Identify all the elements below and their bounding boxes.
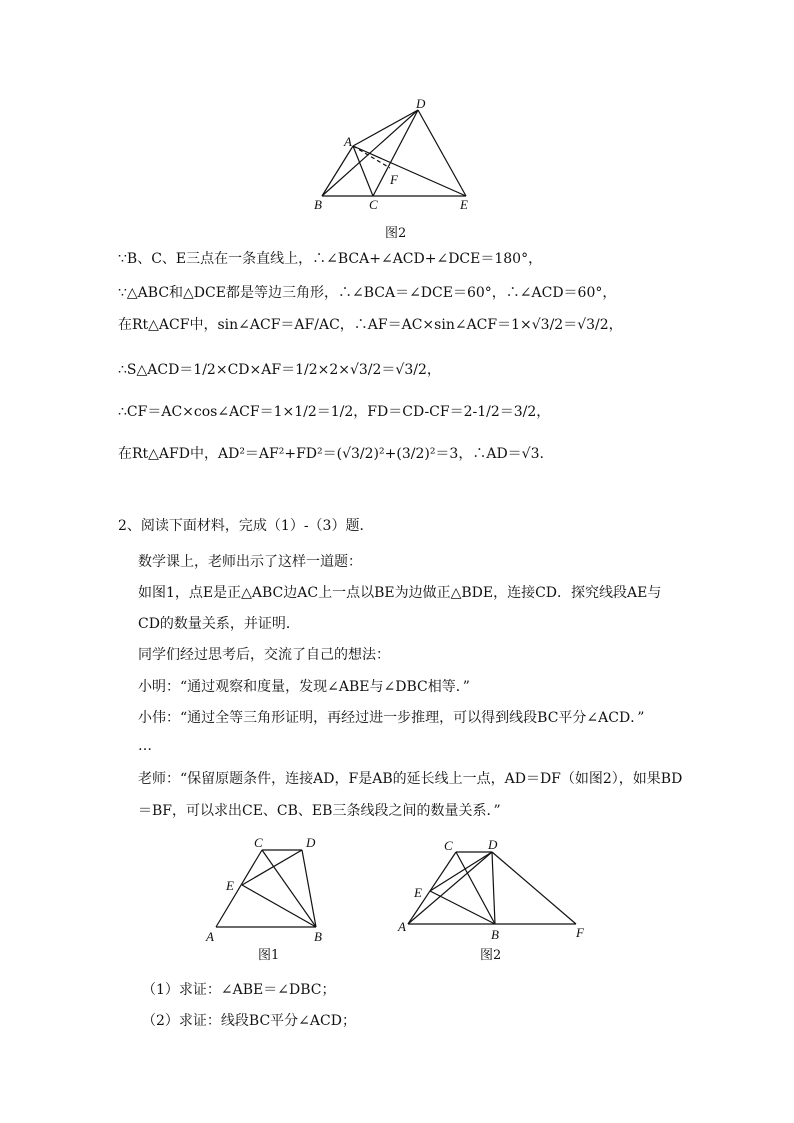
point-E: E	[460, 197, 468, 212]
problem-paragraph-2: 如图1，点E是正△ABC边AC上一点以BE为边做正△BDE，连接CD．探究线段AE与	[138, 585, 662, 601]
point-F: F	[390, 172, 398, 187]
question-1: （1）求证：∠ABE＝∠DBC；	[142, 982, 336, 998]
solution-line-2: ∵△ABC和△DCE都是等边三角形，∴∠BCA＝∠DCE＝60°，∴∠ACD＝60°，	[118, 285, 617, 301]
problem-paragraph-4: 同学们经过思考后，交流了自己的想法：	[138, 647, 390, 663]
problem-paragraph-6: 小伟：“通过全等三角形证明，再经过进一步推理，可以得到线段BC平分∠ACD．”	[138, 710, 645, 726]
problem-paragraph-8: 老师：“保留原题条件，连接AD，F是AB的延长线上一点，AD＝DF（如图2），如果BD	[138, 771, 683, 787]
fig2-point-A: A	[398, 919, 406, 934]
problem-paragraph-1: 数学课上，老师出示了这样一道题：	[138, 554, 362, 570]
segment-DB	[302, 850, 316, 927]
segment-CB	[262, 850, 316, 927]
point-B: B	[314, 197, 322, 212]
problem-heading: 2、阅读下面材料，完成（1）-（3）题．	[118, 518, 374, 534]
figure-top	[300, 96, 500, 216]
fig2-point-F: F	[576, 925, 584, 940]
point-D: D	[416, 96, 426, 111]
segment-AF-dashed	[353, 146, 390, 168]
solution-line-1: ∵B、C、E三点在一条直线上，∴∠BCA+∠ACD+∠DCE＝180°，	[118, 251, 543, 267]
fig1-point-E: E	[226, 878, 234, 893]
solution-line-5: ∴CF＝AC×cos∠ACF＝1×1/2＝1/2，FD＝CD-CF＝2-1/2＝3/2，	[118, 404, 551, 420]
problem-ellipsis: …	[138, 738, 152, 754]
figure-top-caption: 图2	[385, 226, 407, 241]
segment-DF	[492, 852, 576, 924]
fig1-point-B: B	[314, 929, 322, 944]
segment-EB	[242, 885, 316, 927]
fig2-point-D: D	[488, 837, 498, 852]
fig1-point-C: C	[254, 835, 263, 850]
solution-line-4: ∴S△ACD＝1/2×CD×AF＝1/2×2×√3/2＝√3/2，	[118, 362, 441, 378]
solution-line-6: 在Rt△AFD中，AD²＝AF²+FD²＝(√3/2)²+(3/2)²＝3，∴AD＝√3.	[118, 446, 544, 462]
segment-EB	[430, 891, 495, 924]
segment-DE	[418, 110, 466, 196]
segment-BA	[322, 146, 353, 196]
point-C: C	[369, 197, 378, 212]
fig1-point-A: A	[206, 929, 214, 944]
figure-1-caption: 图1	[258, 948, 280, 963]
fig2-point-B: B	[491, 927, 499, 942]
problem-paragraph-9: ＝BF，可以求出CE、CB、EB三条线段之间的数量关系．”	[138, 803, 501, 819]
segment-ED	[430, 852, 492, 891]
problem-paragraph-3: CD的数量关系，并证明．	[138, 616, 300, 632]
question-2: （2）求证：线段BC平分∠ACD；	[142, 1013, 356, 1029]
fig2-point-C: C	[444, 838, 453, 853]
figure-2-caption: 图2	[480, 948, 502, 963]
solution-line-3: 在Rt△ACF中，sin∠ACF＝AF/AC，∴AF＝AC×sin∠ACF＝1×√3/2＝√3/2，	[118, 317, 623, 333]
figure-1	[200, 830, 340, 948]
point-A: A	[344, 134, 352, 149]
segment-DB	[492, 852, 495, 924]
fig2-point-E: E	[414, 885, 422, 900]
problem-paragraph-5: 小明：“通过观察和度量，发现∠ABE与∠DBC相等．”	[138, 679, 470, 695]
fig1-point-D: D	[306, 835, 316, 850]
figure-2	[392, 832, 592, 947]
segment-AC	[216, 850, 262, 927]
